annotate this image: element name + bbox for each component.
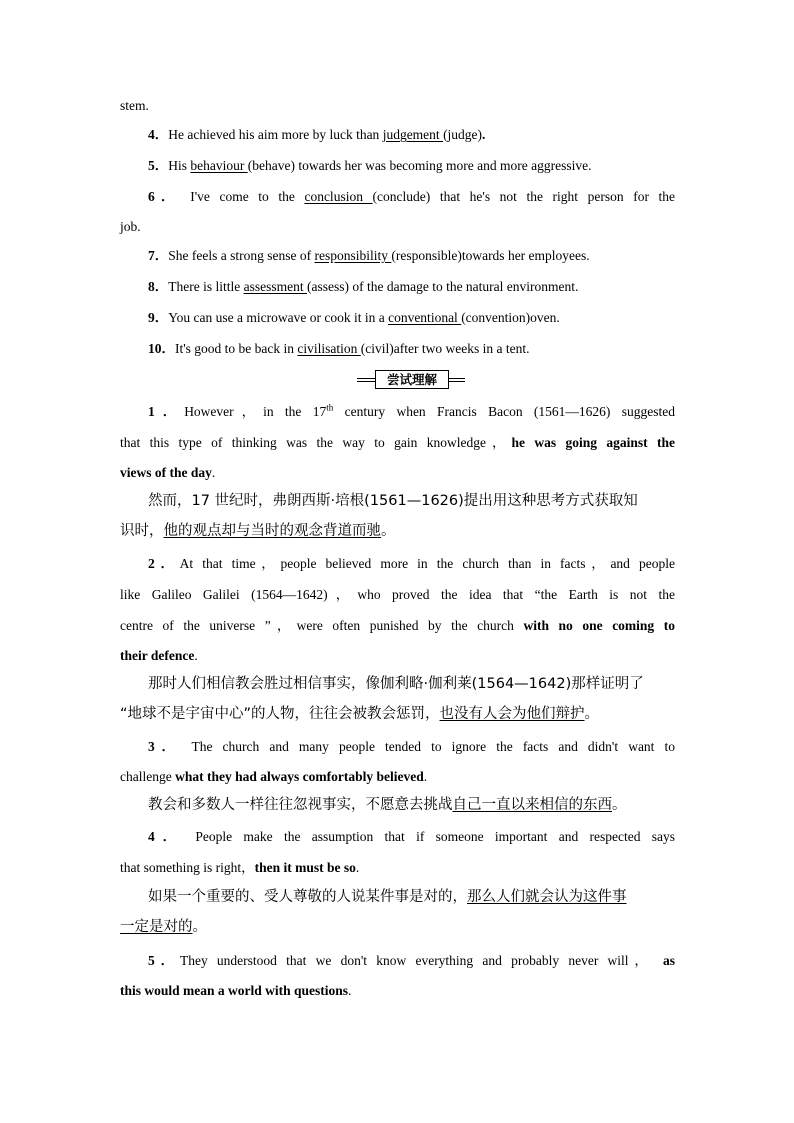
sentence-2-line-2: like Galileo Galilei (1564—1642)，who proved the idea that “the Earth is not the — [120, 587, 675, 602]
sentence-2-translation-2: “地球不是宇宙中心”的人物，往往会被教会惩罚，也没有人会为他们辩护。 — [120, 706, 600, 722]
sentence-5-line-2: this would mean a world with questions. — [120, 983, 352, 998]
sentence-4-translation-2: 一定是对的。 — [120, 919, 207, 935]
answer-blank: responsibility — [314, 248, 392, 263]
sentence-1-translation-2: 识时，他的观点却与当时的观念背道而驰。 — [120, 523, 396, 539]
exercise-item-8: 8．There is little assessment (assess) of the damage to the natural environment. — [148, 279, 579, 294]
exercise-item-5: 5．His behaviour (behave) towards her was becoming more and more aggressive. — [148, 158, 592, 173]
sentence-1-line-2: that this type of thinking was the way to gain knowledge，he was going against the — [120, 435, 675, 450]
section-banner — [357, 370, 465, 388]
sentence-1-line-3: views of the day. — [120, 465, 216, 480]
answer-blank: conventional — [388, 310, 462, 325]
sentence-4-translation-1: 如果一个重要的、受人尊敬的人说某件事是对的，那么人们就会认为这件事 — [148, 889, 627, 905]
exercise-item-6: 6． I've come to the conclusion (conclude) that he's not the right person for the — [148, 189, 676, 204]
sentence-5-line-1: 5．They understood that we don't know everything and probably never will， as — [148, 953, 676, 968]
answer-blank: civilisation — [297, 341, 361, 356]
exercise-item-6-cont: job. — [120, 219, 141, 234]
exercise-item-7: 7．She feels a strong sense of responsibility (responsible)towards her employees. — [148, 248, 590, 263]
sentence-1-line-1: 1．However，in the 17th century when Francis Bacon (1561—1626) suggested — [148, 402, 675, 419]
exercise-item-10: 10．It's good to be back in civilisation (civil)after two weeks in a tent. — [148, 341, 530, 356]
exercise-item-4: 4．He achieved his aim more by luck than judgement (judge). — [148, 127, 486, 142]
answer-blank: assessment — [243, 279, 307, 294]
sentence-3-line-2: challenge what they had always comfortably believed. — [120, 769, 428, 784]
sentence-2-line-1: 2．At that time，people believed more in the church than in facts，and people — [148, 556, 675, 571]
exercise-item-9: 9．You can use a microwave or cook it in a conventional (convention)oven. — [148, 310, 560, 325]
sentence-1-translation-1: 然而，17 世纪时，弗朗西斯·培根(1561—1626)提出用这种思考方式获取知 — [148, 493, 638, 509]
answer-blank: judgement — [382, 127, 444, 142]
section-title: 尝试理解 — [375, 370, 449, 389]
sentence-4-line-1: 4． People make the assumption that if someone important and respected says — [148, 829, 675, 844]
sentence-2-translation-1: 那时人们相信教会胜过相信事实，像伽利略·伽利莱(1564—1642)那样证明了 — [148, 676, 644, 692]
sentence-4-line-2: that something is right，then it must be so. — [120, 860, 360, 875]
answer-blank: conclusion — [304, 189, 373, 204]
sentence-3-line-1: 3． The church and many people tended to ignore the facts and didn't want to — [148, 739, 676, 754]
exercise-line-3-end: stem. — [120, 98, 149, 113]
sentence-2-line-4: their defence. — [120, 648, 198, 663]
sentence-2-line-3: centre of the universe ”，were often punished by the church with no one coming to — [120, 618, 675, 633]
answer-blank: behaviour — [190, 158, 248, 173]
sentence-3-translation: 教会和多数人一样往往忽视事实，不愿意去挑战自己一直以来相信的东西。 — [148, 797, 627, 813]
